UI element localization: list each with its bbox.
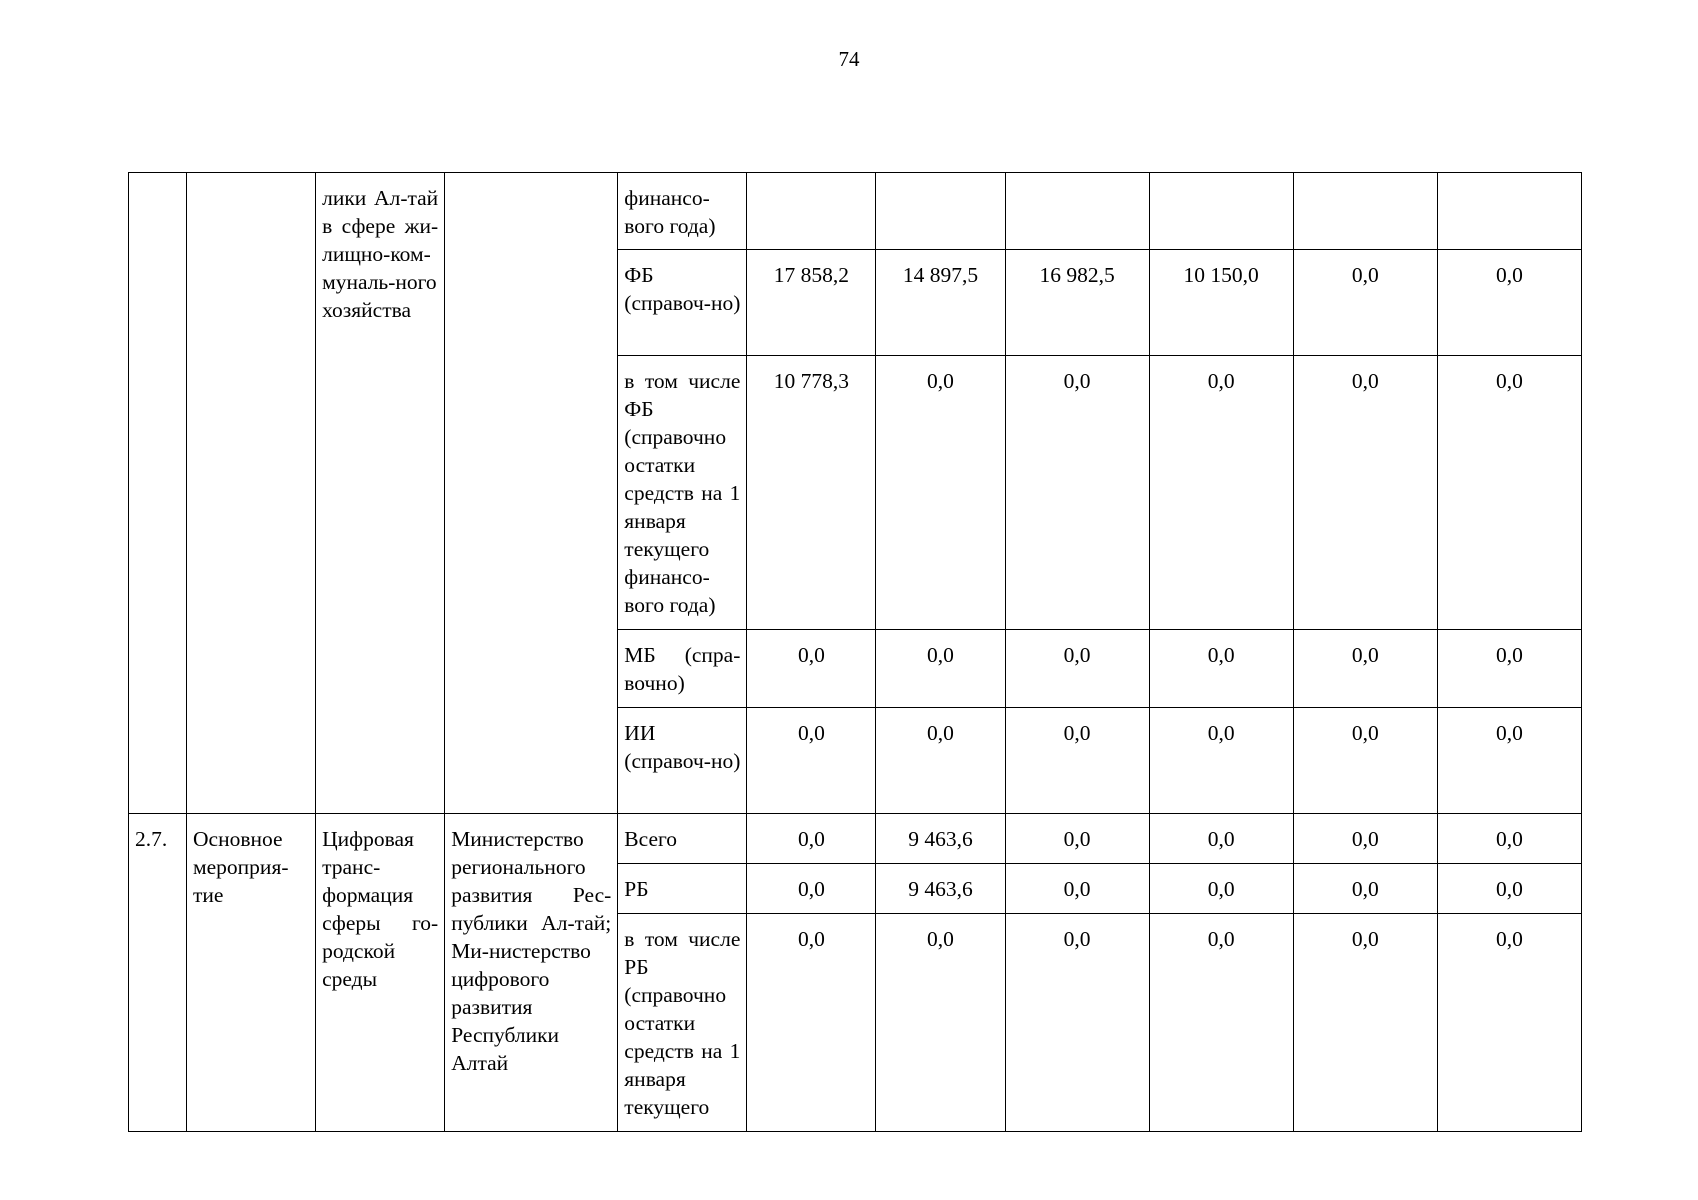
- funding-source-cell: МБ (спра-вочно): [618, 630, 747, 708]
- value-cell: 0,0: [1293, 814, 1437, 864]
- value-cell: 0,0: [747, 914, 876, 1132]
- value-cell: [876, 173, 1005, 250]
- value-cell: 0,0: [876, 630, 1005, 708]
- event-name-cell: Цифровая транс-формация сферы го-родской среды: [316, 814, 445, 1132]
- funding-source-cell: ФБ (справоч-но): [618, 250, 747, 356]
- value-cell: 0,0: [1005, 708, 1149, 814]
- table-row: [129, 173, 1582, 250]
- value-cell: 0,0: [1005, 914, 1149, 1132]
- value-cell: 0,0: [876, 356, 1005, 630]
- value-cell: 0,0: [1293, 864, 1437, 914]
- executor-cell-empty: [445, 173, 618, 814]
- value-cell: 0,0: [1005, 630, 1149, 708]
- value-cell: [1005, 173, 1149, 250]
- value-cell: 0,0: [1437, 708, 1581, 814]
- value-cell: 0,0: [1293, 630, 1437, 708]
- budget-table: [128, 172, 1582, 1132]
- value-cell: 0,0: [1437, 630, 1581, 708]
- value-cell: 0,0: [876, 708, 1005, 814]
- value-cell: 0,0: [1437, 914, 1581, 1132]
- value-cell: 9 463,6: [876, 864, 1005, 914]
- item-number-cell: 2.7.: [129, 814, 187, 1132]
- funding-source-cell: ИИ (справоч-но): [618, 708, 747, 814]
- event-name-cell: лики Ал-тай в сфере жи-лищно-ком-муналь-ного хозяйства: [316, 173, 445, 814]
- value-cell: 0,0: [1437, 814, 1581, 864]
- page-number: 74: [838, 47, 860, 71]
- value-cell: 0,0: [1149, 356, 1293, 630]
- value-cell: [1437, 173, 1581, 250]
- value-cell: [1293, 173, 1437, 250]
- value-cell: 16 982,5: [1005, 250, 1149, 356]
- table-row: [129, 814, 1582, 864]
- value-cell: [1149, 173, 1293, 250]
- value-cell: 0,0: [1149, 814, 1293, 864]
- value-cell: 0,0: [1437, 250, 1581, 356]
- funding-source-cell: Всего: [618, 814, 747, 864]
- value-cell: 10 778,3: [747, 356, 876, 630]
- value-cell: 0,0: [747, 708, 876, 814]
- funding-source-cell: в том числе РБ (справочно остатки средств на 1 января текущего: [618, 914, 747, 1132]
- value-cell: 0,0: [747, 814, 876, 864]
- value-cell: 0,0: [747, 864, 876, 914]
- value-cell: 0,0: [1149, 914, 1293, 1132]
- value-cell: 0,0: [1005, 356, 1149, 630]
- value-cell: 0,0: [1005, 864, 1149, 914]
- funding-source-cell: РБ: [618, 864, 747, 914]
- value-cell: 14 897,5: [876, 250, 1005, 356]
- value-cell: 0,0: [1005, 814, 1149, 864]
- value-cell: 0,0: [1149, 864, 1293, 914]
- value-cell: 0,0: [1149, 630, 1293, 708]
- executor-cell: Министерство регионального развития Рес-публики Ал-тай; Ми-нистерство цифрового развития Республики Алтай: [445, 814, 618, 1132]
- value-cell: 0,0: [1437, 864, 1581, 914]
- value-cell: 9 463,6: [876, 814, 1005, 864]
- value-cell: 0,0: [1293, 356, 1437, 630]
- value-cell: 0,0: [1149, 708, 1293, 814]
- item-type-cell: Основное мероприя-тие: [187, 814, 316, 1132]
- value-cell: 0,0: [876, 914, 1005, 1132]
- number-cell-empty: [129, 173, 187, 814]
- value-cell: 0,0: [747, 630, 876, 708]
- value-cell: 0,0: [1293, 914, 1437, 1132]
- value-cell: 0,0: [1293, 708, 1437, 814]
- value-cell: 17 858,2: [747, 250, 876, 356]
- value-cell: 0,0: [1437, 356, 1581, 630]
- value-cell: [747, 173, 876, 250]
- value-cell: 0,0: [1293, 250, 1437, 356]
- value-cell: 10 150,0: [1149, 250, 1293, 356]
- type-cell-empty: [187, 173, 316, 814]
- funding-source-cell: финансо-вого года): [618, 173, 747, 250]
- funding-source-cell: в том числе ФБ (справочно остатки средств на 1 января текущего финансо-вого года): [618, 356, 747, 630]
